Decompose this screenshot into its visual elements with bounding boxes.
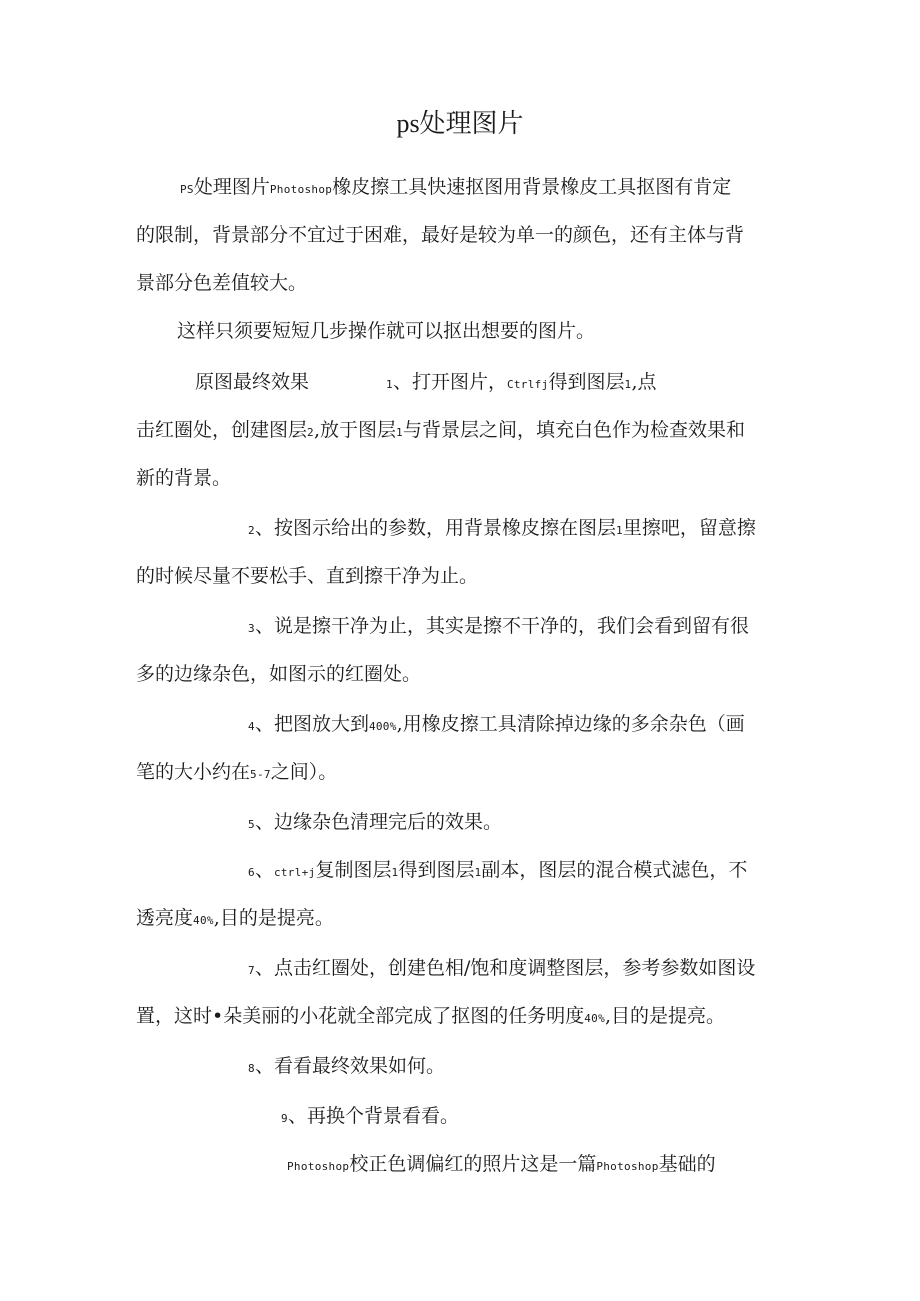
step-2-line-1: 2、按图示给出的参数，用背景橡皮擦在图层1里擦吧，留意擦	[248, 517, 756, 539]
step-4-line-2: 笔的大小约在5-7之间）。	[136, 761, 338, 783]
paragraph-2-line-1: 这样只须要短短几步操作就可以抠出想要的图片。	[177, 320, 596, 342]
step-8-line-1: 8、看看最终效果如何。	[248, 1055, 445, 1077]
step-6-line-2: 透亮度40%,目的是提亮。	[136, 907, 334, 929]
step-1-line-1: 1、打开图片，Ctrlfj得到图层1,点	[386, 371, 657, 393]
document-title: ps处理图片	[396, 109, 524, 138]
step-2-line-2: 的时候尽量不要松手、直到擦干净为止。	[136, 565, 479, 587]
step-1-line-2: 击红圈处，创建图层2,放于图层1与背景层之间，填充白色作为检查效果和	[136, 419, 745, 441]
paragraph-1-line-1: PS处理图片Photoshop橡皮擦工具快速抠图用背景橡皮工具抠图有肯定	[180, 176, 732, 198]
step-1-line-3: 新的背景。	[136, 467, 232, 489]
next-article-line: Photoshop校正色调偏红的照片这是一篇Photoshop基础的	[287, 1153, 716, 1175]
figure-caption: 原图最终效果	[195, 371, 310, 393]
step-9-line-1: 9、再换个背景看看。	[281, 1105, 459, 1127]
step-4-line-1: 4、把图放大到400%,用橡皮擦工具清除掉边缘的多余杂色（画	[248, 713, 745, 735]
step-3-line-2: 多的边缘杂色，如图示的红圈处。	[136, 663, 422, 685]
step-3-line-1: 3、说是擦干净为止，其实是擦不干净的，我们会看到留有很	[248, 615, 749, 637]
step-7-line-2: 置，这时•朵美丽的小花就全部完成了抠图的任务明度40%,目的是提亮。	[136, 1005, 726, 1027]
step-7-line-1: 7、点击红圈处，创建色相/饱和度调整图层，参考参数如图设	[248, 957, 756, 979]
step-6-line-1: 6、ctrl+j复制图层1得到图层1副本，图层的混合模式滤色，不	[248, 859, 748, 881]
paragraph-1-line-2: 的限制，背景部分不宜过于困难，最好是较为单一的颜色，还有主体与背	[136, 224, 745, 246]
step-5-line-1: 5、边缘杂色清理完后的效果。	[248, 811, 502, 833]
paragraph-1-line-3: 景部分色差值较大。	[136, 272, 308, 294]
